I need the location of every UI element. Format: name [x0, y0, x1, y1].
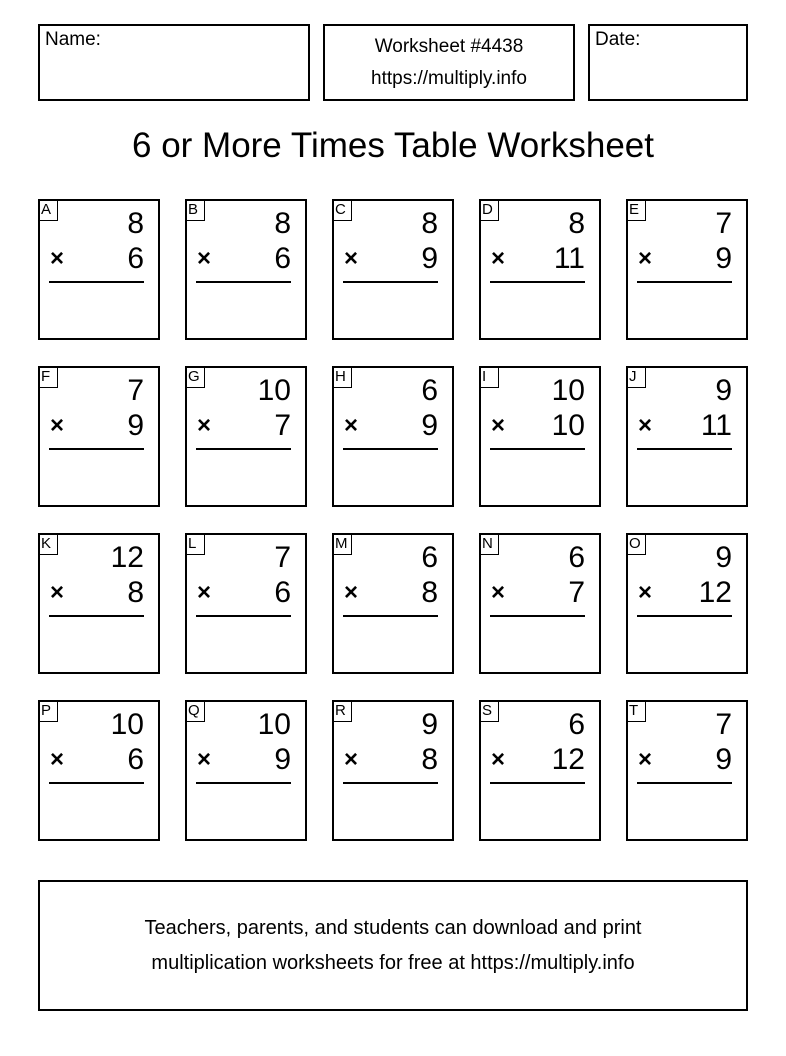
- multiplier: 12: [698, 576, 732, 609]
- times-sign: ×: [344, 412, 359, 439]
- times-sign: ×: [197, 746, 212, 773]
- times-sign: ×: [50, 579, 65, 606]
- multiplier: 7: [568, 576, 585, 609]
- problem-card: [479, 199, 601, 340]
- multiplier: 9: [421, 409, 438, 442]
- problem-letter: G: [185, 366, 205, 388]
- answer-line: [637, 782, 732, 784]
- problem-card: [38, 199, 160, 340]
- answer-line: [343, 615, 438, 617]
- problem-letter: I: [479, 366, 499, 388]
- answer-line: [343, 281, 438, 283]
- multiplicand: 8: [568, 207, 585, 240]
- times-sign: ×: [344, 579, 359, 606]
- multiplier: 10: [551, 409, 585, 442]
- problem-card: [185, 366, 307, 507]
- problem-letter: B: [185, 199, 205, 221]
- problem-letter: L: [185, 533, 205, 555]
- problem-card: [332, 366, 454, 507]
- problem-letter: S: [479, 700, 499, 722]
- multiplier: 9: [127, 409, 144, 442]
- multiplicand: 9: [421, 708, 438, 741]
- times-sign: ×: [50, 746, 65, 773]
- problem-card: [626, 700, 748, 841]
- answer-line: [49, 782, 144, 784]
- problem-card: [479, 366, 601, 507]
- problem-letter: M: [332, 533, 352, 555]
- multiplicand: 10: [257, 708, 291, 741]
- times-sign: ×: [344, 245, 359, 272]
- times-sign: ×: [491, 412, 506, 439]
- problem-letter: R: [332, 700, 352, 722]
- multiplicand: 9: [715, 541, 732, 574]
- times-sign: ×: [638, 746, 653, 773]
- times-sign: ×: [491, 746, 506, 773]
- problem-card: [185, 533, 307, 674]
- multiplicand: 10: [551, 374, 585, 407]
- multiplicand: 7: [127, 374, 144, 407]
- multiplier: 8: [127, 576, 144, 609]
- answer-line: [196, 782, 291, 784]
- times-sign: ×: [491, 245, 506, 272]
- problem-letter: E: [626, 199, 646, 221]
- worksheet-url: https://multiply.info: [371, 68, 527, 89]
- problem-card: [38, 700, 160, 841]
- multiplicand: 12: [110, 541, 144, 574]
- multiplier: 9: [274, 743, 291, 776]
- times-sign: ×: [197, 245, 212, 272]
- multiplier: 6: [274, 242, 291, 275]
- multiplier: 11: [700, 409, 732, 442]
- problem-card: [626, 199, 748, 340]
- problem-card: [332, 199, 454, 340]
- answer-line: [490, 448, 585, 450]
- problem-letter: Q: [185, 700, 205, 722]
- answer-line: [196, 615, 291, 617]
- problem-letter: P: [38, 700, 58, 722]
- answer-line: [637, 448, 732, 450]
- multiplicand: 7: [715, 207, 732, 240]
- answer-line: [49, 281, 144, 283]
- multiplicand: 6: [421, 374, 438, 407]
- times-sign: ×: [638, 412, 653, 439]
- date-label: Date:: [595, 29, 641, 50]
- times-sign: ×: [50, 245, 65, 272]
- problem-letter: D: [479, 199, 499, 221]
- times-sign: ×: [50, 412, 65, 439]
- multiplier: 12: [551, 743, 585, 776]
- answer-line: [49, 615, 144, 617]
- multiplicand: 7: [274, 541, 291, 574]
- answer-line: [196, 448, 291, 450]
- name-label: Name:: [45, 29, 101, 50]
- times-sign: ×: [197, 579, 212, 606]
- problem-card: [626, 366, 748, 507]
- multiplicand: 6: [568, 541, 585, 574]
- times-sign: ×: [344, 746, 359, 773]
- problem-letter: N: [479, 533, 499, 555]
- times-sign: ×: [197, 412, 212, 439]
- answer-line: [490, 782, 585, 784]
- problem-card: [185, 199, 307, 340]
- multiplicand: 10: [257, 374, 291, 407]
- page-title: 6 or More Times Table Worksheet: [132, 126, 654, 165]
- times-sign: ×: [638, 245, 653, 272]
- problem-letter: A: [38, 199, 58, 221]
- multiplier: 8: [421, 576, 438, 609]
- multiplier: 9: [421, 242, 438, 275]
- problem-letter: H: [332, 366, 352, 388]
- multiplicand: 8: [274, 207, 291, 240]
- problem-letter: T: [626, 700, 646, 722]
- problem-letter: O: [626, 533, 646, 555]
- problem-letter: C: [332, 199, 352, 221]
- multiplicand: 8: [127, 207, 144, 240]
- footer-line-2: multiplication worksheets for free at https://multiply.info: [151, 952, 635, 974]
- footer-line-1: Teachers, parents, and students can download and print: [144, 917, 642, 939]
- problem-card: [185, 700, 307, 841]
- multiplicand: 9: [715, 374, 732, 407]
- answer-line: [637, 281, 732, 283]
- multiplicand: 8: [421, 207, 438, 240]
- problem-letter: K: [38, 533, 58, 555]
- problem-card: [38, 533, 160, 674]
- multiplicand: 10: [110, 708, 144, 741]
- problem-card: [332, 533, 454, 674]
- footer-box: [38, 880, 748, 1011]
- problem-letter: F: [38, 366, 58, 388]
- multiplicand: 7: [715, 708, 732, 741]
- multiplier: 9: [715, 242, 732, 275]
- problem-card: [38, 366, 160, 507]
- multiplier: 11: [553, 242, 585, 275]
- multiplier: 8: [421, 743, 438, 776]
- multiplier: 6: [274, 576, 291, 609]
- answer-line: [637, 615, 732, 617]
- multiplier: 9: [715, 743, 732, 776]
- answer-line: [196, 281, 291, 283]
- multiplicand: 6: [421, 541, 438, 574]
- problem-card: [479, 533, 601, 674]
- answer-line: [490, 281, 585, 283]
- multiplier: 7: [274, 409, 291, 442]
- multiplier: 6: [127, 743, 144, 776]
- multiplicand: 6: [568, 708, 585, 741]
- times-sign: ×: [638, 579, 653, 606]
- multiplier: 6: [127, 242, 144, 275]
- problem-card: [332, 700, 454, 841]
- worksheet-number: Worksheet #4438: [374, 36, 524, 57]
- problem-letter: J: [626, 366, 646, 388]
- answer-line: [343, 448, 438, 450]
- answer-line: [490, 615, 585, 617]
- problem-card: [626, 533, 748, 674]
- answer-line: [49, 448, 144, 450]
- problem-card: [479, 700, 601, 841]
- times-sign: ×: [491, 579, 506, 606]
- answer-line: [343, 782, 438, 784]
